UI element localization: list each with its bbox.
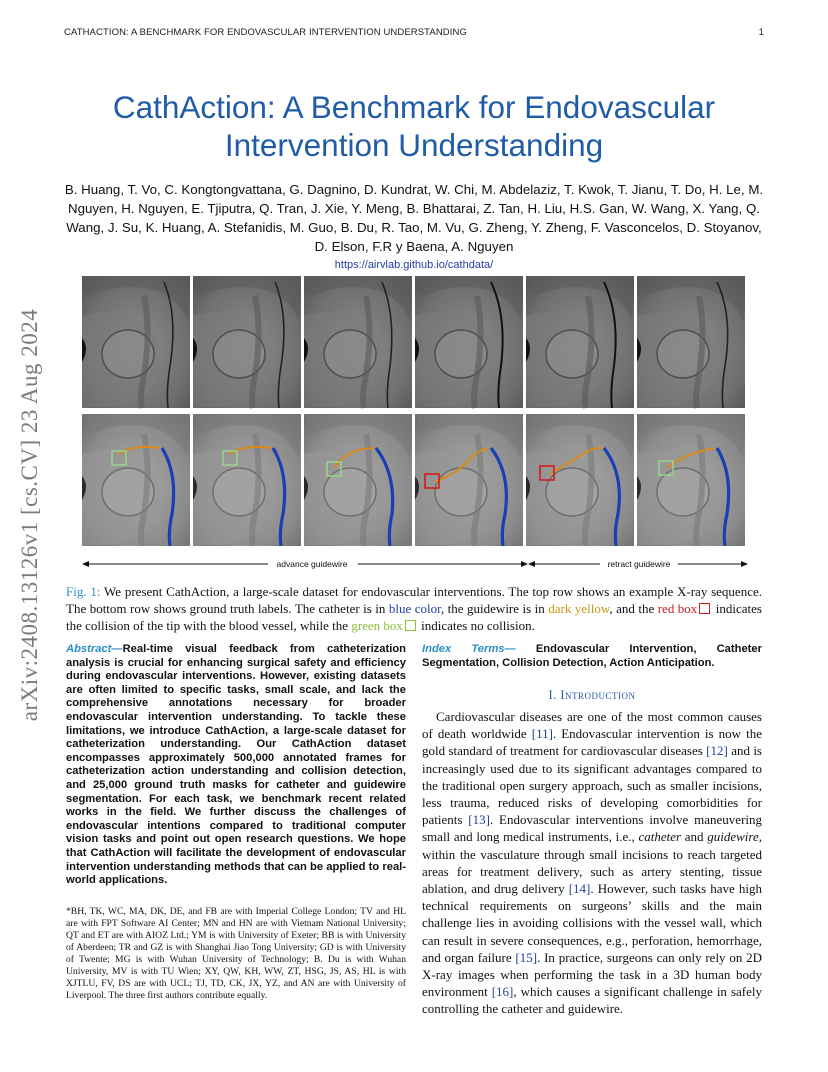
running-header [64,27,764,38]
figure-label: Fig. 1: [66,584,101,599]
citation-link[interactable]: [11] [531,726,553,742]
figure-caption: Fig. 1: We present CathAction, a large-scale dataset for endovascular interventions. The top row shows an example X-ray sequence. The bottom row shows ground truth labels. The catheter is in blue color, the guidewire is in dark yellow, and the red box indicates the collision of the tip with the blood vessel, while the green box indicates no collision. [66,584,762,633]
green-box-icon [405,620,416,631]
label-frame-3 [304,414,412,546]
index-terms-heading: Index Terms— [422,643,516,655]
label-frame-1 [82,414,190,546]
project-link[interactable]: https://airvlab.github.io/cathdata/ [334,259,494,271]
action-arrows [82,556,748,572]
abstract-heading: Abstract— [66,643,123,655]
label-frame-5 [526,414,634,546]
author-list: B. Huang, T. Vo, C. Kongtongvattana, G. Dagnino, D. Kundrat, W. Chi, M. Abdelaziz, T. Kwok, T. Jianu, T. Do, H. Le, M. Nguyen, H. Nguyen, E. Tjiputra, Q. Tran, J. Xie, Y. Meng, B. Bhattarai, Z. Tan, H. Liu, H.S. Gan, W. Wang, X. Yang, Q. Wang, J. Su, K. Huang, A. Stefanidis, M. Guo, B. Du, R. Tao, M. Vu, G. Zheng, Y. Zheng, F. Vasconcelos, D. Stoyanov, D. Elson, F.R y Baena, A. Nguyen [64,182,764,254]
blue-term: blue color [388,601,441,616]
paper-title: CathAction: A Benchmark for Endovascular Intervention Understanding [112,89,716,163]
citation-link[interactable]: [15] [515,949,538,965]
label-frame-2 [193,414,301,546]
affiliation-footnote: *BH, TK, WC, MA, DK, DE, and FB are with Imperial College London; TV and HL are with FPT Software AI Center; MN and HN are with Vietnam National University; QT and ET are with AIOZ Ltd.; YM is with University of Exeter; BB is with University of Aberdeen; TR and GZ is with Shanghai Jiao Tong University; GD is with University of Twente; MG is with Wuhan University of Technology; B. Du is with Wuhan University, MV is with TU Wien; XY, QW, KH, WW, ZT, HSG, JS, AS, HL is with XJTLU, FV, DS are with UCL; TJ, TD, CK, JX, YZ, and AN are with University of Liverpool. The three first authors contribute equally. [66,906,406,1001]
citation-link[interactable]: [13] [468,812,490,828]
index-terms [422,643,762,670]
page-number: 1 [758,27,764,38]
label-frame-6 [637,414,745,546]
abstract [66,643,406,888]
xray-frame-1 [82,276,190,408]
abstract-body: Real-time visual feedback from catheterization analysis is crucial for enhancing surgical safety and efficiency during endovascular interventions. However, existing datasets are often limited to specific tasks, small scale, and lack the comprehensive annotations necessary for broader endovascular intervention understanding. To tackle these limitations, we introduce CathAction, a large-scale dataset for catheterization understanding. Our CathAction dataset encompasses approximately 500,000 annotated frames for catheterization action understanding and collision detection, and 25,000 ground truth masks for catheter and guidewire segmentation. For each task, we benchmark recent related works in the field. We further discuss the challenges of endovascular intentions compared to traditional computer vision tasks and point out open research questions. We hope that CathAction will facilitate the development of endovascular intervention understanding methods that can be applied to real-world applications. [66,643,406,887]
red-box-icon [699,603,710,614]
citation-link[interactable]: [12] [706,743,728,759]
xray-frame-3 [304,276,412,408]
xray-frame-5 [526,276,634,408]
retract-label: retract guidewire [607,559,671,569]
introduction-paragraph: Cardiovascular diseases are one of the most common causes of death worldwide [11]. Endovascular intervention is now the gold standard of treatment for cardiovascular diseases [12] and is increasingly used due to its significant advantages compared to the traditional open surgery approach, such as smaller incisions, less trauma, reduced risks of developing comorbidities for patients [13]. Endovascular interventions involve maneuvering small and long medical instruments, i.e., catheter and guidewire, within the vasculature through small incisions to reach targeted areas for treatment delivery, such as artery stenting, tissue ablation, and drug delivery [14]. However, such tasks have high technical requirements on surgeons’ skills and the main challenge lies in avoiding collisions with the vessel wall, which can result in severe consequences, e.g., perforation, hemorrhage, and organ failure [15]. In practice, surgeons can only rely on 2D X-ray images when performing the task in a 3D human body environment [16], which causes a significant challenge in safely controlling the catheter and guidewire. [422,709,763,1017]
yellow-term: dark yellow [548,601,610,616]
section-heading: I. Introduction [548,688,636,702]
citation-link[interactable]: [16] [491,984,514,1000]
green-term: green box [351,618,403,633]
arxiv-id: arXiv:2408.13126v1 [cs.CV] 23 Aug 2024 [17,308,42,722]
xray-frame-2 [193,276,301,408]
figure-1 [82,276,748,546]
arxiv-watermark [10,270,50,760]
advance-label: advance guidewire [276,559,348,569]
label-frame-4 [415,414,523,546]
red-term: red box [657,601,698,616]
xray-frame-4 [415,276,523,408]
citation-link[interactable]: [14] [568,881,591,897]
index-terms-body: Endovascular Intervention, Catheter Segmentation, Collision Detection, Action Anticipation. [422,643,762,669]
running-title: CATHACTION: A BENCHMARK FOR ENDOVASCULAR INTERVENTION UNDERSTANDING [64,27,467,38]
xray-frame-6 [637,276,745,408]
